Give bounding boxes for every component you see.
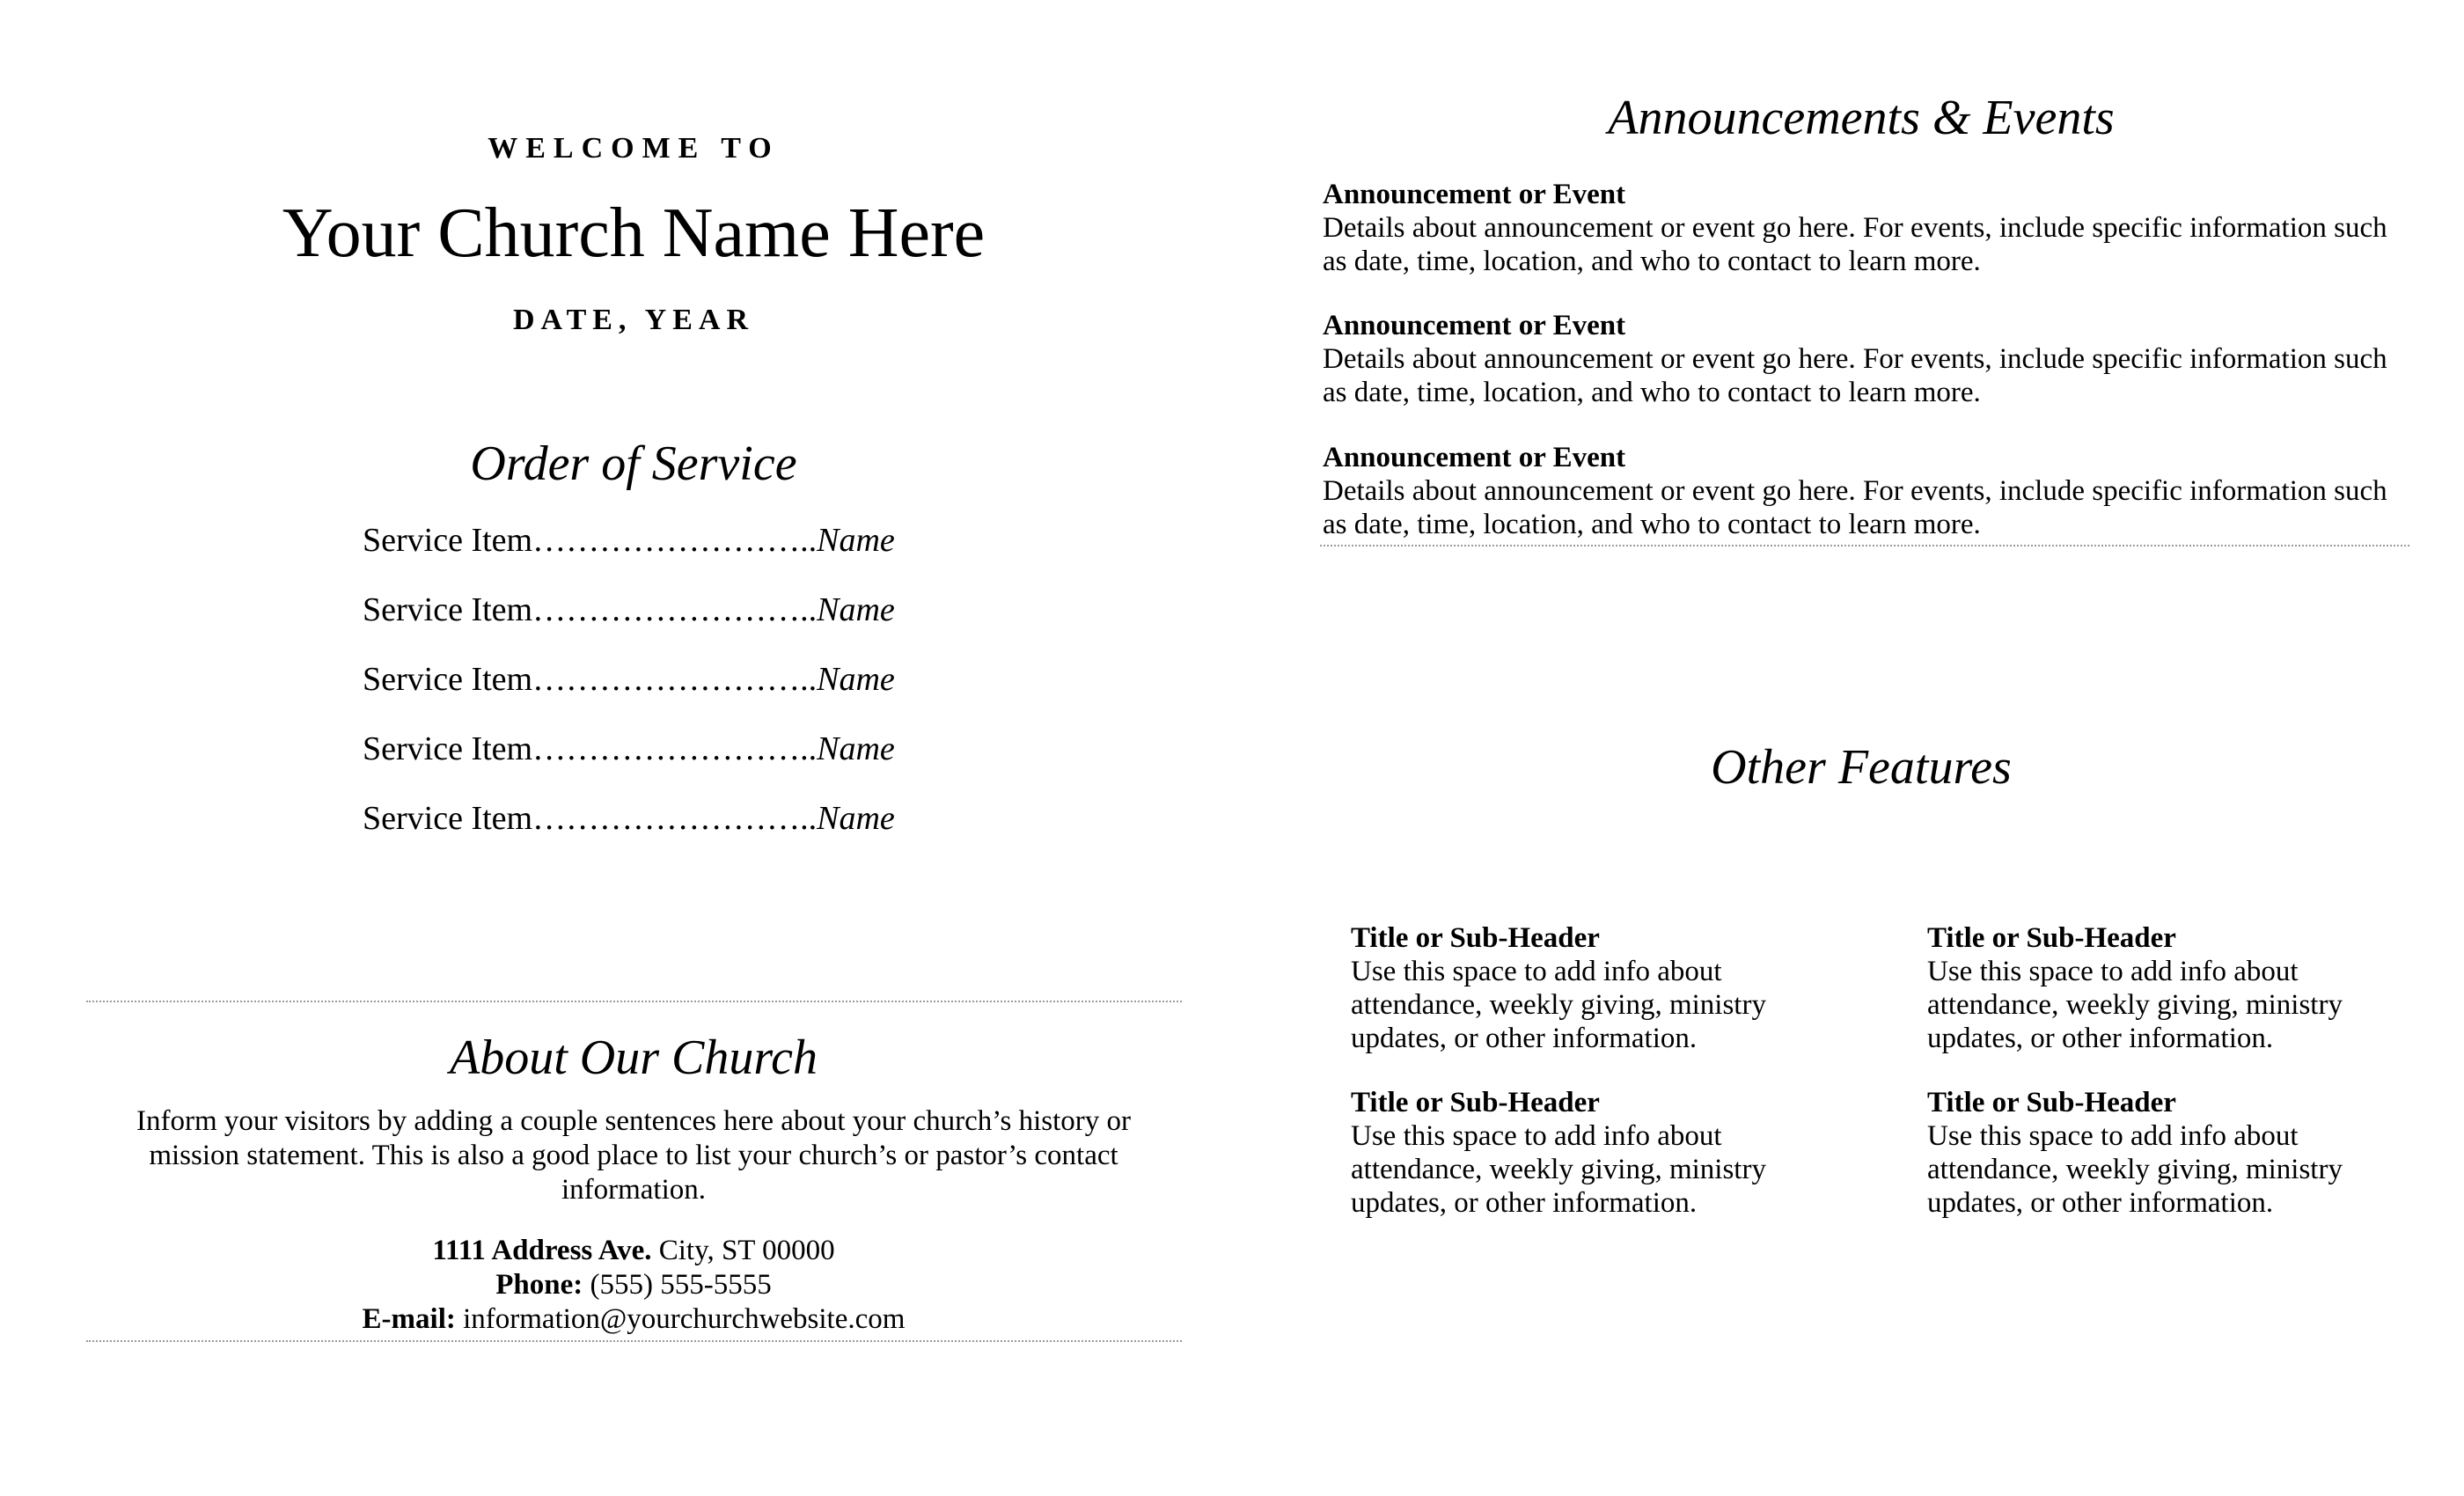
service-item-row <box>363 590 895 629</box>
service-item-leader: …………………….. <box>532 591 818 628</box>
announcement-details: Details about announcement or event go here. For events, include specific information such as date, time, location, and who to contact to learn more. <box>1323 343 2387 408</box>
service-item-name: Name <box>817 661 895 698</box>
other-features-title: Other Features <box>1711 740 2012 795</box>
address-label: 1111 Address Ave. <box>432 1235 652 1266</box>
service-item-leader: …………………….. <box>532 522 818 559</box>
service-item-leader: …………………….. <box>532 730 818 767</box>
service-item-name: Name <box>817 591 895 628</box>
feature-title: Title or Sub-Header <box>1927 922 2176 954</box>
address-city: City, ST 00000 <box>651 1235 835 1266</box>
feature-text: Use this space to add info about attendance, weekly giving, ministry updates, or other information. <box>1927 1120 2343 1219</box>
phone-line <box>88 1268 1179 1302</box>
about-bottom-divider <box>86 1340 1182 1342</box>
about-text: Inform your visitors by adding a couple sentences here about your church’s history or mission statement. This is also a good place to list your church’s or pastor’s contact information. <box>136 1105 1131 1206</box>
service-item-row <box>363 730 895 768</box>
email-line <box>88 1302 1179 1337</box>
service-item-label: Service Item <box>363 591 533 628</box>
feature-text: Use this space to add info about attendance, weekly giving, ministry updates, or other information. <box>1351 1120 1766 1219</box>
feature-item <box>1351 1086 1844 1220</box>
feature-title: Title or Sub-Header <box>1351 922 1600 954</box>
feature-text: Use this space to add info about attendance, weekly giving, ministry updates, or other information. <box>1351 956 1766 1054</box>
announcements-title: Announcements & Events <box>1608 91 2115 145</box>
email-value: information@yourchurchwebsite.com <box>455 1303 906 1335</box>
service-item-label: Service Item <box>363 800 533 837</box>
feature-item <box>1927 1086 2420 1220</box>
service-date: DATE, YEAR <box>512 304 755 336</box>
service-item-leader: …………………….. <box>532 661 818 698</box>
address-line <box>88 1234 1179 1268</box>
welcome-eyebrow: WELCOME TO <box>488 132 780 165</box>
church-name: Your Church Name Here <box>282 194 986 272</box>
feature-title: Title or Sub-Header <box>1927 1087 2176 1118</box>
announcement-title: Announcement or Event <box>1323 442 1626 473</box>
announcement-title: Announcement or Event <box>1323 310 1626 341</box>
service-item-row <box>363 521 895 560</box>
service-item-label: Service Item <box>363 730 533 767</box>
service-item-name: Name <box>817 800 895 837</box>
about-top-divider <box>86 1001 1182 1002</box>
service-item-label: Service Item <box>363 661 533 698</box>
service-item-name: Name <box>817 522 895 559</box>
feature-title: Title or Sub-Header <box>1351 1087 1600 1118</box>
phone-label: Phone: <box>495 1269 583 1301</box>
announcement-item <box>1323 441 2414 541</box>
service-item-label: Service Item <box>363 522 533 559</box>
email-label: E-mail: <box>362 1303 456 1335</box>
contact-block <box>88 1234 1179 1337</box>
announcements-divider <box>1320 545 2409 546</box>
announcement-title: Announcement or Event <box>1323 179 1626 210</box>
announcement-details: Details about announcement or event go here. For events, include specific information such as date, time, location, and who to contact to learn more. <box>1323 212 2387 277</box>
service-item-name: Name <box>817 730 895 767</box>
about-title: About Our Church <box>450 1030 818 1085</box>
announcement-item <box>1323 309 2414 409</box>
feature-item <box>1351 921 1844 1055</box>
feature-text: Use this space to add info about attendance, weekly giving, ministry updates, or other information. <box>1927 956 2343 1054</box>
announcement-details: Details about announcement or event go here. For events, include specific information such as date, time, location, and who to contact to learn more. <box>1323 475 2387 540</box>
feature-item <box>1927 921 2420 1055</box>
service-item-row <box>363 660 895 699</box>
service-item-leader: …………………….. <box>532 800 818 837</box>
phone-value: (555) 555-5555 <box>583 1269 772 1301</box>
service-item-row <box>363 799 895 838</box>
announcement-item <box>1323 178 2414 278</box>
order-of-service-title: Order of Service <box>470 436 797 491</box>
